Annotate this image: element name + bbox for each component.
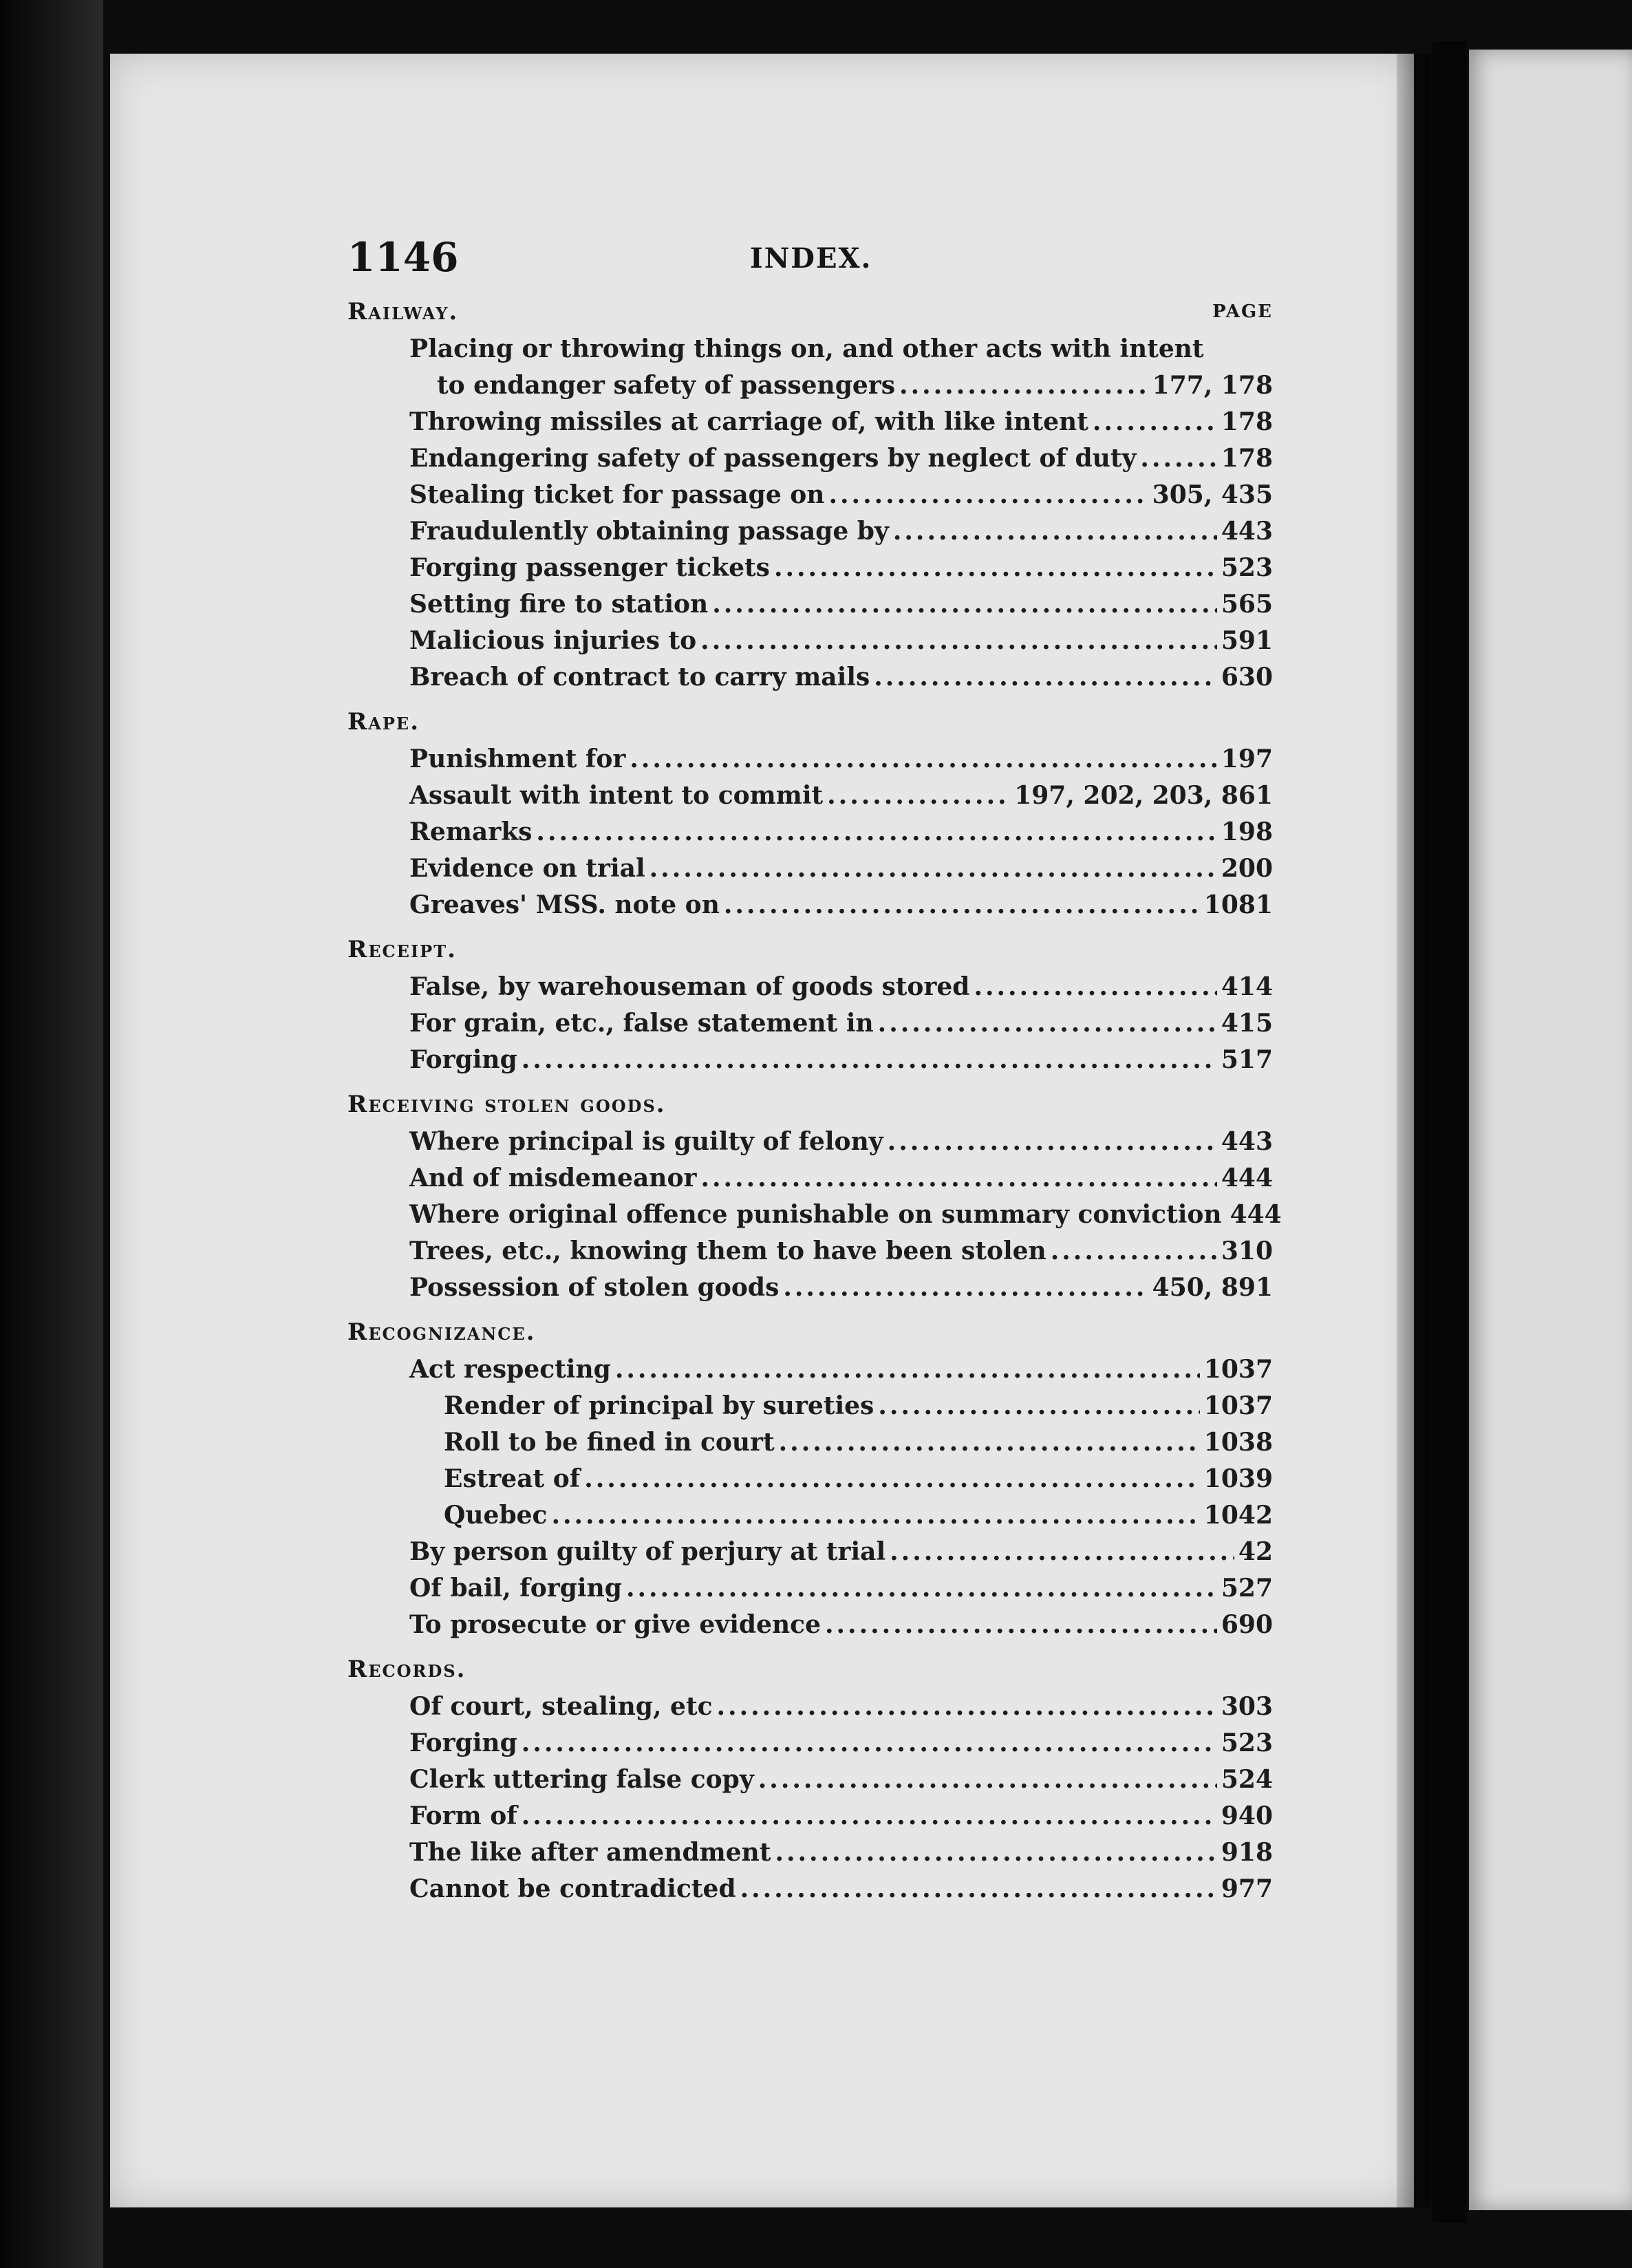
entry-text: False, by warehouseman of goods stored [409, 972, 970, 1001]
entry-text: Clerk uttering false copy [409, 1765, 754, 1794]
index-entry [347, 586, 1273, 623]
entry-text: Stealing ticket for passage on [409, 480, 825, 509]
section-heading [347, 1313, 1273, 1351]
dot-leader [783, 1270, 1148, 1306]
entry-text: Form of [409, 1801, 517, 1830]
entry-page-ref: 198 [1221, 817, 1273, 846]
entry-text: Quebec [444, 1501, 548, 1530]
dot-leader [1093, 404, 1217, 440]
section-heading-text: Receiving stolen goods. [347, 1091, 666, 1118]
entry-page-ref: 1042 [1203, 1501, 1273, 1530]
entry-text: Greaves' MSS. note on [409, 890, 720, 919]
entry-page-ref: 591 [1221, 626, 1273, 655]
index-entry [347, 814, 1273, 850]
section-heading [347, 1085, 1273, 1124]
entry-page-ref: 200 [1221, 854, 1273, 883]
scan-left-edge [0, 0, 103, 2268]
entry-page-ref: 523 [1221, 553, 1273, 582]
dot-leader [775, 1834, 1216, 1871]
entry-text: Breach of contract to carry mails [409, 663, 870, 692]
entry-text: Act respecting [409, 1355, 611, 1384]
section-heading [347, 292, 1273, 331]
index-entry [347, 741, 1273, 778]
dot-leader [893, 513, 1217, 550]
entry-text: The like after amendment [409, 1838, 771, 1867]
entry-page-ref: 443 [1221, 517, 1273, 546]
index-entry [347, 1725, 1273, 1762]
entry-text: And of misdemeanor [409, 1164, 697, 1192]
entry-text: Forging [409, 1729, 517, 1757]
dot-leader [878, 1388, 1199, 1424]
dot-leader [724, 887, 1200, 923]
entry-page-ref: 517 [1221, 1045, 1273, 1074]
dot-leader [717, 1689, 1217, 1725]
index-entry [347, 440, 1273, 477]
dot-leader [740, 1871, 1217, 1907]
dot-leader [630, 741, 1217, 778]
dot-leader [700, 623, 1217, 659]
entry-text: Throwing missiles at carriage of, with like intent [409, 407, 1088, 436]
index-entry [347, 1762, 1273, 1798]
entry-text: By person guilty of perjury at trial [409, 1537, 886, 1566]
index-entry [347, 1798, 1273, 1834]
entry-text: Evidence on trial [409, 854, 645, 883]
index-subentry [347, 1424, 1273, 1461]
index-entry [347, 1197, 1282, 1233]
running-head: INDEX. [750, 242, 872, 275]
index-entry [347, 513, 1273, 550]
section-gap [347, 1078, 1273, 1085]
entry-page-ref: 197, 202, 203, 861 [1014, 781, 1273, 810]
book-gutter [1432, 41, 1467, 2223]
entry-page-ref: 527 [1221, 1574, 1273, 1603]
entry-text: Remarks [409, 817, 533, 846]
dot-leader [888, 1124, 1217, 1160]
index-entry [347, 1233, 1273, 1270]
dot-leader [758, 1762, 1217, 1798]
entry-page-ref: 415 [1221, 1009, 1273, 1038]
dot-leader [626, 1570, 1217, 1607]
entry-page-ref: 977 [1221, 1874, 1273, 1903]
entry-text: Where principal is guilty of felony [409, 1127, 883, 1156]
index-entry [347, 1534, 1273, 1570]
entry-page-ref: 444 [1221, 1164, 1273, 1192]
entry-text: Estreat of [444, 1464, 581, 1493]
entry-page-ref: 450, 891 [1152, 1273, 1273, 1302]
entry-text: Possession of stolen goods [409, 1273, 780, 1302]
entry-page-ref: 918 [1221, 1838, 1273, 1867]
dot-leader [827, 778, 1010, 814]
page-header [347, 234, 1273, 282]
entry-page-ref: 414 [1221, 972, 1273, 1001]
dot-leader [522, 1042, 1217, 1078]
dot-leader [522, 1725, 1217, 1762]
index-entry [347, 1270, 1273, 1306]
index-entry [347, 1351, 1273, 1388]
dot-leader [878, 1005, 1217, 1042]
entry-text: Roll to be fined in court [444, 1428, 775, 1457]
entry-page-ref: 1038 [1203, 1428, 1273, 1457]
entry-page-ref: 197 [1221, 745, 1273, 773]
entry-page-ref: 444 [1230, 1200, 1282, 1229]
entry-text: Forging passenger tickets [409, 553, 770, 582]
section-heading-text: Rape. [347, 708, 420, 736]
index-entry [347, 1689, 1273, 1725]
section-heading-text: Records. [347, 1656, 466, 1683]
entry-text: Cannot be contradicted [409, 1874, 736, 1903]
entry-text: Malicious injuries to [409, 626, 697, 655]
page-number: 1146 [347, 234, 459, 281]
entry-page-ref: 443 [1221, 1127, 1273, 1156]
index-entry [347, 1607, 1273, 1643]
dot-leader [828, 477, 1148, 513]
index-entry [347, 1570, 1273, 1607]
section-heading [347, 703, 1273, 741]
entry-text: Of bail, forging [409, 1574, 622, 1603]
index-entry [347, 887, 1273, 923]
index-entry [347, 1124, 1273, 1160]
page-spine-shadow [1397, 54, 1431, 2207]
index-entry [347, 850, 1273, 887]
dot-leader [700, 1160, 1216, 1197]
index-subentry [347, 1461, 1273, 1497]
dot-leader [615, 1351, 1200, 1388]
entry-page-ref: 303 [1221, 1692, 1273, 1721]
entry-continuation-text: to endanger safety of passengers [437, 371, 896, 400]
section-gap [347, 696, 1273, 703]
entry-text: Render of principal by sureties [444, 1391, 874, 1420]
section-heading [347, 1650, 1273, 1689]
dot-leader [649, 850, 1217, 887]
entry-page-ref: 178 [1221, 407, 1273, 436]
index-entry [347, 623, 1273, 659]
dot-leader [825, 1607, 1217, 1643]
dot-leader [890, 1534, 1234, 1570]
index-entry [347, 1834, 1273, 1871]
entry-text: Endangering safety of passengers by neglect of duty [409, 444, 1137, 473]
page-column-label: PAGE [1212, 301, 1273, 322]
index-entry [347, 1160, 1273, 1197]
section-gap [347, 1643, 1273, 1650]
entry-page-ref: 1037 [1203, 1391, 1273, 1420]
entry-page-ref: 523 [1221, 1729, 1273, 1757]
entry-page-ref: 1037 [1203, 1355, 1273, 1384]
dot-leader [1140, 440, 1216, 477]
entry-page-ref: 940 [1221, 1801, 1273, 1830]
entry-page-ref: 524 [1221, 1765, 1273, 1794]
entry-text: Punishment for [409, 745, 626, 773]
entry-text: Fraudulently obtaining passage by [409, 517, 889, 546]
entry-text: Trees, etc., knowing them to have been stolen [409, 1237, 1046, 1265]
entry-page-ref: 178 [1221, 444, 1273, 473]
entry-page-ref: 1039 [1203, 1464, 1273, 1493]
dot-leader [1051, 1233, 1217, 1270]
entry-page-ref: 42 [1238, 1537, 1273, 1566]
index-entry [347, 969, 1273, 1005]
section-heading-text: Recognizance. [347, 1318, 536, 1346]
dot-leader [774, 550, 1217, 586]
dot-leader [899, 367, 1148, 404]
section-gap [347, 1306, 1273, 1313]
entry-page-ref: 565 [1221, 590, 1273, 619]
index-content [347, 292, 1282, 1907]
entry-text: Assault with intent to commit [409, 781, 824, 810]
entry-text: Forging [409, 1045, 517, 1074]
index-subentry [347, 1388, 1273, 1424]
dot-leader [712, 586, 1217, 623]
entry-page-ref: 305, 435 [1152, 480, 1273, 509]
dot-leader [522, 1798, 1217, 1834]
index-entry [347, 1005, 1273, 1042]
index-entry [347, 659, 1273, 696]
index-entry [347, 1871, 1273, 1907]
index-entry [347, 1042, 1273, 1078]
entry-continuation-line [409, 367, 1273, 404]
entry-page-ref: 690 [1221, 1610, 1273, 1639]
entry-page-ref: 310 [1221, 1237, 1273, 1265]
index-entry [347, 550, 1273, 586]
dot-leader [536, 814, 1216, 850]
entry-text: Placing or throwing things on, and other acts with intent [409, 334, 1204, 363]
dot-leader [874, 659, 1217, 696]
index-entry [347, 331, 1273, 404]
dot-leader [974, 969, 1216, 1005]
section-gap [347, 923, 1273, 930]
facing-page-edge [1469, 50, 1632, 2210]
section-heading [347, 930, 1273, 969]
entry-page-ref: 630 [1221, 663, 1273, 692]
dot-leader [584, 1461, 1200, 1497]
dot-leader [551, 1497, 1199, 1534]
entry-page-ref: 1081 [1203, 890, 1273, 919]
entry-text: To prosecute or give evidence [409, 1610, 821, 1639]
entry-text: Where original offence punishable on summary conviction [409, 1200, 1222, 1229]
section-heading-text: Receipt. [347, 936, 457, 963]
entry-text: Setting fire to station [409, 590, 709, 619]
index-entry [347, 404, 1273, 440]
index-entry [347, 477, 1273, 513]
dot-leader [779, 1424, 1200, 1461]
section-heading-text: Railway. [347, 298, 459, 325]
entry-page-ref: 177, 178 [1152, 371, 1273, 400]
index-subentry [347, 1497, 1273, 1534]
entry-text: Of court, stealing, etc [409, 1692, 713, 1721]
entry-text: For grain, etc., false statement in [409, 1009, 874, 1038]
index-entry [347, 778, 1273, 814]
